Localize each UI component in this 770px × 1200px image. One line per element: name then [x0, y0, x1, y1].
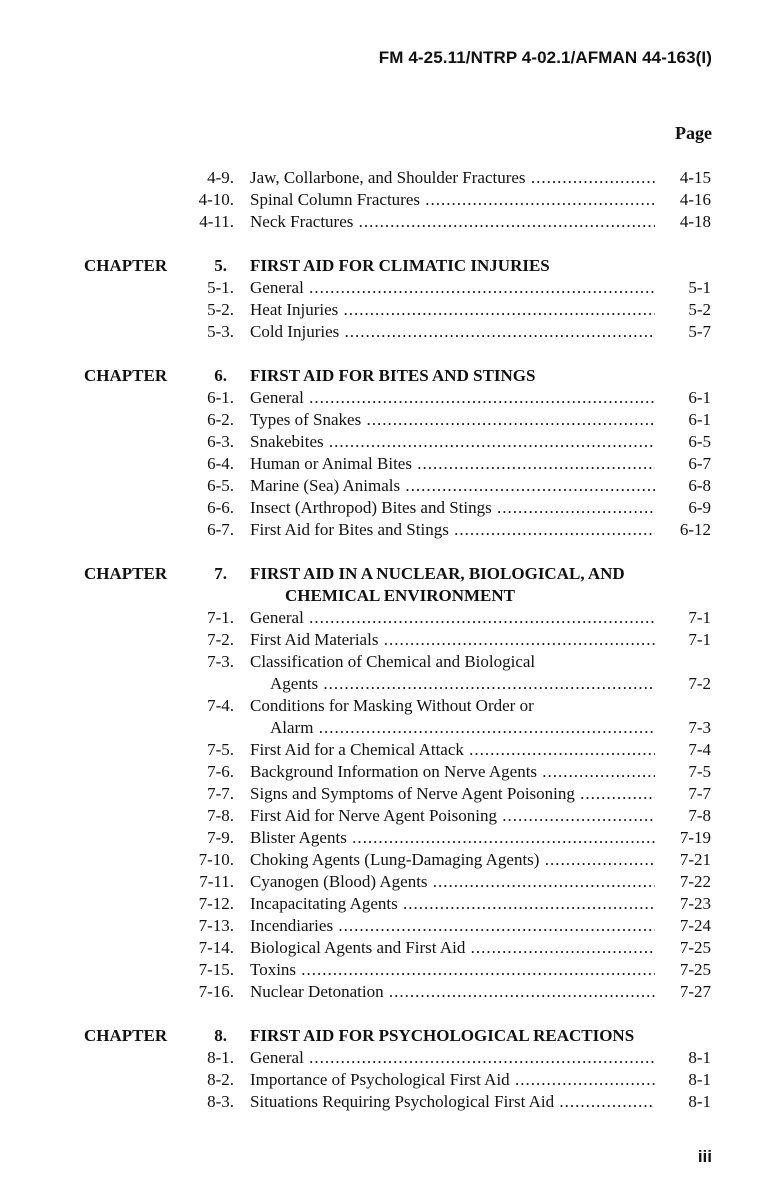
entry-number: 7-7.: [207, 784, 234, 803]
entry-title: Heat Injuries .....: [250, 299, 655, 321]
toc-entry[interactable]: [0, 871, 770, 893]
entry-title: First Aid for a Chemical Attack .....: [250, 739, 655, 761]
entry-page: 5-1: [688, 278, 711, 297]
entry-title: First Aid for Nerve Agent Poisoning .....: [250, 805, 655, 827]
entry-number: 7-3.: [207, 652, 234, 671]
entry-number: 7-8.: [207, 806, 234, 825]
chapter-label: CHAPTER: [84, 1026, 168, 1045]
chapter-title-line-2: CHEMICAL ENVIRONMENT: [285, 586, 515, 605]
toc-entry[interactable]: [0, 805, 770, 827]
entry-page: 6-8: [688, 476, 711, 495]
entry-title: Importance of Psychological First Aid .....: [250, 1069, 655, 1091]
toc-entry[interactable]: [0, 849, 770, 871]
entry-page: 5-2: [688, 300, 711, 319]
entry-number: 6-7.: [207, 520, 234, 539]
toc-entry[interactable]: [0, 497, 770, 519]
entry-number: 7-6.: [207, 762, 234, 781]
entry-number: 7-5.: [207, 740, 234, 759]
toc-entry[interactable]: [0, 1091, 770, 1113]
entry-title: General .....: [250, 1047, 655, 1069]
entry-number: 6-5.: [207, 476, 234, 495]
chapter-label: CHAPTER: [84, 564, 168, 583]
entry-title: Incendiaries .....: [250, 915, 655, 937]
toc-entry[interactable]: [0, 629, 770, 651]
entry-number: 7-14.: [198, 938, 234, 957]
toc-entry[interactable]: [0, 981, 770, 1003]
entry-title: Incapacitating Agents .....: [250, 893, 655, 915]
entry-title: Blister Agents .....: [250, 827, 655, 849]
toc-entry[interactable]: [0, 739, 770, 761]
toc-entry[interactable]: [0, 299, 770, 321]
entry-page: 8-1: [688, 1092, 711, 1111]
entry-number: 5-2.: [207, 300, 234, 319]
entry-page: 7-5: [688, 762, 711, 781]
entry-page: 7-1: [688, 608, 711, 627]
toc-entry[interactable]: [0, 915, 770, 937]
toc-entry[interactable]: [0, 893, 770, 915]
entry-number: 4-11.: [199, 212, 234, 231]
entry-page: 6-1: [688, 388, 711, 407]
entry-page: 7-21: [679, 850, 711, 869]
chapter-number: 7.: [214, 564, 227, 583]
entry-number: 7-9.: [207, 828, 234, 847]
chapter-number: 6.: [214, 366, 227, 385]
chapter-title: FIRST AID FOR BITES AND STINGS: [250, 366, 536, 385]
entry-title: Biological Agents and First Aid .....: [250, 937, 655, 959]
entry-number: 6-1.: [207, 388, 234, 407]
chapter-heading-7[interactable]: [0, 563, 770, 585]
entry-number: 7-2.: [207, 630, 234, 649]
entry-title: Snakebites .....: [250, 431, 655, 453]
entry-title: Human or Animal Bites .....: [250, 453, 655, 475]
entry-title: Neck Fractures .....: [250, 211, 655, 233]
document-header: FM 4-25.11/NTRP 4-02.1/AFMAN 44-163(I): [378, 48, 712, 67]
entry-title: Jaw, Collarbone, and Shoulder Fractures .....: [250, 167, 655, 189]
toc-entry[interactable]: [0, 959, 770, 981]
entry-number: 4-9.: [207, 168, 234, 187]
entry-number: 4-10.: [198, 190, 234, 209]
entry-page: 6-7: [688, 454, 711, 473]
entry-page: 6-5: [688, 432, 711, 451]
entry-page: 6-1: [688, 410, 711, 429]
entry-title-continuation: Alarm .....: [270, 717, 655, 739]
entry-page: 7-25: [679, 938, 711, 957]
entry-number: 7-4.: [207, 696, 234, 715]
toc-entry[interactable]: [0, 607, 770, 629]
entry-page: 7-2: [688, 674, 711, 693]
entry-title: General .....: [250, 387, 655, 409]
entry-number: 6-6.: [207, 498, 234, 517]
chapter-title: FIRST AID FOR CLIMATIC INJURIES: [250, 256, 550, 275]
entry-title: Nuclear Detonation .....: [250, 981, 655, 1003]
toc-entry[interactable]: [0, 783, 770, 805]
toc-entry[interactable]: [0, 453, 770, 475]
toc-entry[interactable]: [0, 189, 770, 211]
entry-number: 5-3.: [207, 322, 234, 341]
chapter-heading-6[interactable]: [0, 365, 770, 387]
entry-number: 7-15.: [198, 960, 234, 979]
toc-entry[interactable]: [0, 1069, 770, 1091]
toc-entry[interactable]: [0, 409, 770, 431]
entry-number: 7-13.: [198, 916, 234, 935]
page-column-label: Page: [675, 123, 712, 143]
toc-entry-continuation[interactable]: [0, 717, 770, 739]
entry-page: 7-23: [679, 894, 711, 913]
entry-number: 7-10.: [198, 850, 234, 869]
entry-page: 7-8: [688, 806, 711, 825]
entry-title: Situations Requiring Psychological First Aid .....: [250, 1091, 655, 1113]
entry-title: General .....: [250, 277, 655, 299]
entry-title: Classification of Chemical and Biological: [250, 652, 536, 671]
entry-title: Spinal Column Fractures .....: [250, 189, 655, 211]
entry-page: 4-15: [679, 168, 711, 187]
entry-number: 8-2.: [207, 1070, 234, 1089]
chapter-label: CHAPTER: [84, 366, 168, 385]
toc-entry[interactable]: [0, 651, 770, 673]
entry-title: Marine (Sea) Animals .....: [250, 475, 655, 497]
entry-page: 7-19: [679, 828, 711, 847]
entry-title: Toxins .....: [250, 959, 655, 981]
chapter-heading-5[interactable]: [0, 255, 770, 277]
page-number: iii: [697, 1147, 712, 1166]
entry-title: First Aid for Bites and Stings .....: [250, 519, 655, 541]
chapter-title-continuation: [0, 585, 770, 607]
entry-title: Insect (Arthropod) Bites and Stings .....: [250, 497, 655, 519]
toc-entry[interactable]: [0, 387, 770, 409]
entry-page: 4-18: [679, 212, 711, 231]
toc-entry[interactable]: [0, 519, 770, 541]
toc-entry[interactable]: [0, 277, 770, 299]
entry-title: First Aid Materials .....: [250, 629, 655, 651]
entry-number: 8-3.: [207, 1092, 234, 1111]
toc-entry[interactable]: [0, 475, 770, 497]
toc-entry[interactable]: [0, 211, 770, 233]
toc-entry[interactable]: [0, 167, 770, 189]
toc-entry[interactable]: [0, 827, 770, 849]
toc-entry[interactable]: [0, 695, 770, 717]
entry-page: 4-16: [679, 190, 711, 209]
entry-number: 7-11.: [199, 872, 234, 891]
entry-page: 7-3: [688, 718, 711, 737]
toc-entry-continuation[interactable]: [0, 673, 770, 695]
entry-page: 7-4: [688, 740, 711, 759]
entry-page: 7-7: [688, 784, 711, 803]
chapter-title: FIRST AID IN A NUCLEAR, BIOLOGICAL, AND: [250, 564, 625, 583]
entry-number: 5-1.: [207, 278, 234, 297]
entry-page: 7-25: [679, 960, 711, 979]
entry-title: Types of Snakes .....: [250, 409, 655, 431]
entry-number: 7-16.: [198, 982, 234, 1001]
entry-title: Conditions for Masking Without Order or: [250, 696, 534, 715]
entry-number: 6-2.: [207, 410, 234, 429]
entry-page: 8-1: [688, 1070, 711, 1089]
toc-entry[interactable]: [0, 1047, 770, 1069]
table-of-contents: [0, 167, 770, 1113]
entry-number: 8-1.: [207, 1048, 234, 1067]
toc-entry[interactable]: [0, 321, 770, 343]
entry-page: 8-1: [688, 1048, 711, 1067]
entry-number: 6-3.: [207, 432, 234, 451]
entry-page: 6-12: [679, 520, 711, 539]
toc-entry[interactable]: [0, 937, 770, 959]
entry-page: 7-27: [679, 982, 711, 1001]
chapter-number: 5.: [214, 256, 227, 275]
toc-entry[interactable]: [0, 761, 770, 783]
entry-title: Cold Injuries .....: [250, 321, 655, 343]
entry-title: Cyanogen (Blood) Agents .....: [250, 871, 655, 893]
toc-entry[interactable]: [0, 431, 770, 453]
entry-page: 7-24: [679, 916, 711, 935]
entry-page: 5-7: [688, 322, 711, 341]
chapter-label: CHAPTER: [84, 256, 168, 275]
entry-page: 6-9: [688, 498, 711, 517]
entry-page: 7-1: [688, 630, 711, 649]
entry-number: 7-12.: [198, 894, 234, 913]
entry-number: 7-1.: [207, 608, 234, 627]
chapter-title: FIRST AID FOR PSYCHOLOGICAL REACTIONS: [250, 1026, 635, 1045]
entry-title: Signs and Symptoms of Nerve Agent Poisoning .....: [250, 783, 655, 805]
entry-title: Background Information on Nerve Agents .....: [250, 761, 655, 783]
chapter-heading-8[interactable]: [0, 1025, 770, 1047]
chapter-number: 8.: [214, 1026, 227, 1045]
entry-number: 6-4.: [207, 454, 234, 473]
entry-title-continuation: Agents .....: [270, 673, 655, 695]
entry-title: Choking Agents (Lung-Damaging Agents) .....: [250, 849, 655, 871]
entry-page: 7-22: [679, 872, 711, 891]
entry-title: General .....: [250, 607, 655, 629]
